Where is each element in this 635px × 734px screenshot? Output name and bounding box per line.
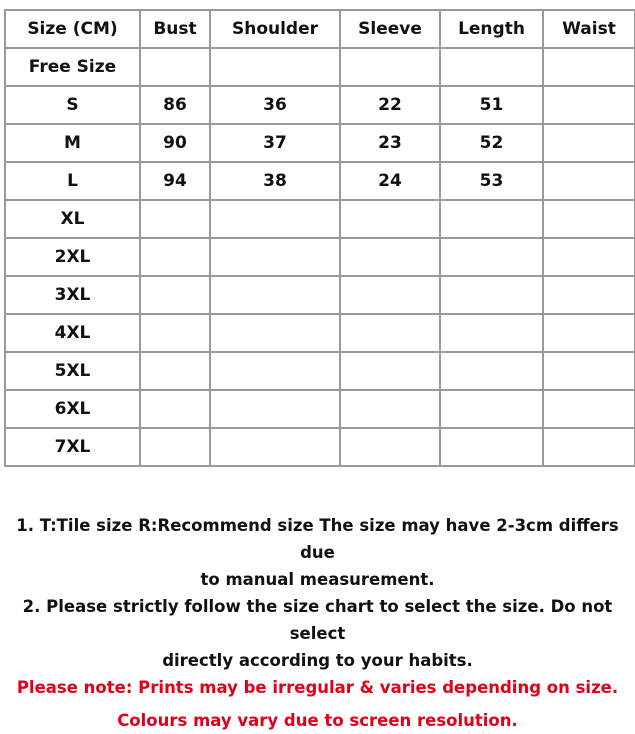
table-header-row bbox=[5, 10, 635, 48]
cell-waist bbox=[543, 276, 635, 314]
cell-shoulder bbox=[210, 48, 340, 86]
cell-length bbox=[440, 314, 543, 352]
cell-bust bbox=[140, 390, 210, 428]
cell-sleeve bbox=[340, 352, 440, 390]
header-sleeve: Sleeve bbox=[340, 10, 440, 48]
cell-size: M bbox=[5, 124, 140, 162]
table-row bbox=[5, 238, 635, 276]
cell-waist bbox=[543, 48, 635, 86]
cell-bust bbox=[140, 200, 210, 238]
cell-waist bbox=[543, 238, 635, 276]
cell-sleeve bbox=[340, 238, 440, 276]
cell-size: 3XL bbox=[5, 276, 140, 314]
cell-length bbox=[440, 352, 543, 390]
cell-length: 52 bbox=[440, 124, 543, 162]
table-row bbox=[5, 314, 635, 352]
cell-sleeve bbox=[340, 276, 440, 314]
size-chart-table bbox=[4, 9, 635, 467]
header-waist: Waist bbox=[543, 10, 635, 48]
warning-colours: Colours may vary due to screen resolution. bbox=[117, 711, 518, 730]
table-row bbox=[5, 48, 635, 86]
cell-sleeve: 24 bbox=[340, 162, 440, 200]
note-1-line-2: to manual measurement. bbox=[200, 570, 435, 589]
cell-bust bbox=[140, 352, 210, 390]
cell-sleeve: 22 bbox=[340, 86, 440, 124]
cell-bust bbox=[140, 276, 210, 314]
cell-shoulder bbox=[210, 428, 340, 466]
cell-bust: 94 bbox=[140, 162, 210, 200]
cell-length bbox=[440, 276, 543, 314]
cell-shoulder bbox=[210, 390, 340, 428]
note-2-line-1: 2. Please strictly follow the size chart to select the size. Do not select bbox=[22, 597, 613, 643]
cell-bust bbox=[140, 48, 210, 86]
cell-shoulder bbox=[210, 352, 340, 390]
cell-bust: 90 bbox=[140, 124, 210, 162]
table-row bbox=[5, 162, 635, 200]
cell-waist bbox=[543, 428, 635, 466]
note-1-line-1: 1. T:Tile size R:Recommend size The size may have 2-3cm differs due bbox=[16, 516, 619, 562]
cell-sleeve bbox=[340, 314, 440, 352]
size-notes bbox=[0, 512, 635, 734]
table-row bbox=[5, 276, 635, 314]
cell-waist bbox=[543, 390, 635, 428]
cell-length bbox=[440, 390, 543, 428]
cell-shoulder bbox=[210, 200, 340, 238]
cell-shoulder bbox=[210, 238, 340, 276]
cell-shoulder: 36 bbox=[210, 86, 340, 124]
header-shoulder: Shoulder bbox=[210, 10, 340, 48]
cell-length: 51 bbox=[440, 86, 543, 124]
header-size: Size (CM) bbox=[5, 10, 140, 48]
cell-shoulder: 37 bbox=[210, 124, 340, 162]
cell-waist bbox=[543, 124, 635, 162]
header-length: Length bbox=[440, 10, 543, 48]
cell-size: L bbox=[5, 162, 140, 200]
cell-size: 5XL bbox=[5, 352, 140, 390]
warning-prints: Please note: Prints may be irregular & varies depending on size. bbox=[16, 678, 619, 697]
cell-sleeve bbox=[340, 200, 440, 238]
cell-bust bbox=[140, 238, 210, 276]
cell-waist bbox=[543, 162, 635, 200]
table-row bbox=[5, 390, 635, 428]
cell-size: Free Size bbox=[5, 48, 140, 86]
table-row bbox=[5, 200, 635, 238]
cell-waist bbox=[543, 86, 635, 124]
cell-length bbox=[440, 428, 543, 466]
cell-waist bbox=[543, 200, 635, 238]
table-row bbox=[5, 428, 635, 466]
cell-shoulder: 38 bbox=[210, 162, 340, 200]
cell-shoulder bbox=[210, 314, 340, 352]
cell-length bbox=[440, 48, 543, 86]
cell-size: XL bbox=[5, 200, 140, 238]
table-row bbox=[5, 124, 635, 162]
cell-bust bbox=[140, 314, 210, 352]
cell-size: 7XL bbox=[5, 428, 140, 466]
cell-sleeve bbox=[340, 48, 440, 86]
table-row bbox=[5, 86, 635, 124]
cell-length bbox=[440, 200, 543, 238]
cell-sleeve bbox=[340, 390, 440, 428]
cell-length: 53 bbox=[440, 162, 543, 200]
table-row bbox=[5, 352, 635, 390]
header-bust: Bust bbox=[140, 10, 210, 48]
table-body bbox=[5, 48, 635, 466]
cell-waist bbox=[543, 314, 635, 352]
note-2-line-2: directly according to your habits. bbox=[162, 651, 473, 670]
cell-length bbox=[440, 238, 543, 276]
cell-size: 4XL bbox=[5, 314, 140, 352]
cell-size: 6XL bbox=[5, 390, 140, 428]
cell-sleeve: 23 bbox=[340, 124, 440, 162]
cell-size: 2XL bbox=[5, 238, 140, 276]
cell-sleeve bbox=[340, 428, 440, 466]
cell-bust: 86 bbox=[140, 86, 210, 124]
cell-shoulder bbox=[210, 276, 340, 314]
cell-waist bbox=[543, 352, 635, 390]
cell-bust bbox=[140, 428, 210, 466]
cell-size: S bbox=[5, 86, 140, 124]
